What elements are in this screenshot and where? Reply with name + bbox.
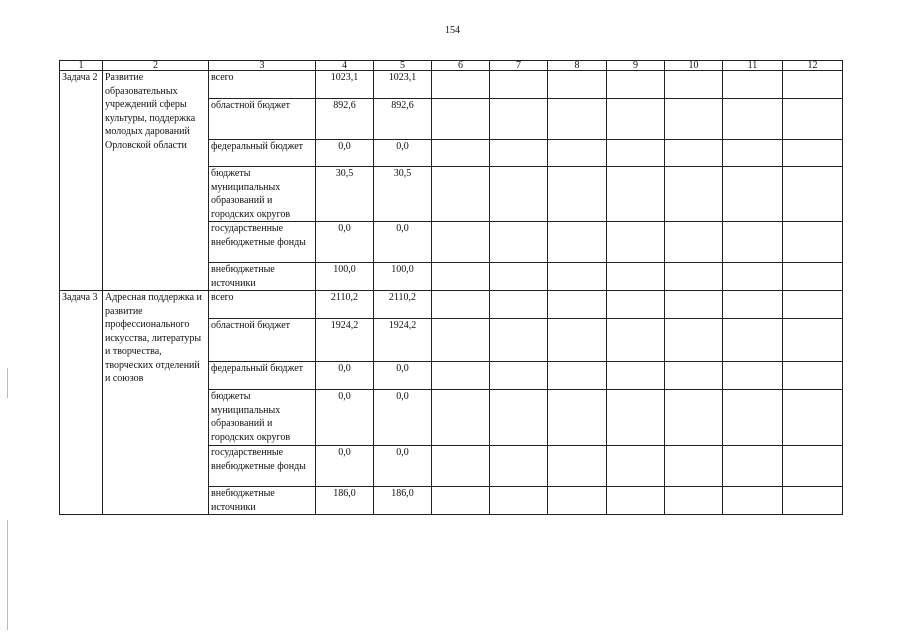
funding-source: областной бюджет	[209, 319, 316, 362]
funding-source: государственные внебюджетные фонды	[209, 446, 316, 487]
empty-cell	[607, 167, 665, 222]
empty-cell	[607, 291, 665, 319]
value-cell: 0,0	[316, 390, 374, 446]
funding-source: бюджеты муниципальных образований и городских округов	[209, 167, 316, 222]
empty-cell	[783, 263, 843, 291]
column-header: 10	[665, 61, 723, 71]
empty-cell	[723, 71, 783, 99]
funding-source: областной бюджет	[209, 99, 316, 140]
value-cell: 30,5	[374, 167, 432, 222]
column-header: 3	[209, 61, 316, 71]
value-cell: 0,0	[374, 446, 432, 487]
empty-cell	[723, 99, 783, 140]
empty-cell	[665, 390, 723, 446]
empty-cell	[432, 71, 490, 99]
empty-cell	[665, 319, 723, 362]
value-cell: 0,0	[316, 362, 374, 390]
value-cell: 30,5	[316, 167, 374, 222]
value-cell: 186,0	[316, 487, 374, 515]
empty-cell	[548, 446, 607, 487]
empty-cell	[665, 362, 723, 390]
table-row	[60, 71, 843, 99]
empty-cell	[548, 167, 607, 222]
empty-cell	[490, 362, 548, 390]
empty-cell	[548, 71, 607, 99]
funding-source: государственные внебюджетные фонды	[209, 222, 316, 263]
empty-cell	[723, 222, 783, 263]
empty-cell	[548, 362, 607, 390]
empty-cell	[607, 446, 665, 487]
empty-cell	[548, 390, 607, 446]
empty-cell	[490, 487, 548, 515]
scan-edge-mark	[7, 520, 8, 630]
value-cell: 0,0	[374, 362, 432, 390]
empty-cell	[432, 167, 490, 222]
empty-cell	[607, 99, 665, 140]
empty-cell	[607, 319, 665, 362]
column-header: 12	[783, 61, 843, 71]
funding-source: бюджеты муниципальных образований и городских округов	[209, 390, 316, 446]
empty-cell	[783, 222, 843, 263]
empty-cell	[783, 71, 843, 99]
funding-source: всего	[209, 291, 316, 319]
empty-cell	[432, 263, 490, 291]
empty-cell	[548, 291, 607, 319]
empty-cell	[665, 291, 723, 319]
value-cell: 2110,2	[316, 291, 374, 319]
empty-cell	[783, 291, 843, 319]
empty-cell	[783, 446, 843, 487]
empty-cell	[490, 390, 548, 446]
value-cell: 0,0	[316, 446, 374, 487]
column-header: 11	[723, 61, 783, 71]
column-header: 9	[607, 61, 665, 71]
empty-cell	[490, 71, 548, 99]
empty-cell	[548, 487, 607, 515]
empty-cell	[665, 263, 723, 291]
empty-cell	[607, 362, 665, 390]
empty-cell	[723, 263, 783, 291]
column-header: 7	[490, 61, 548, 71]
empty-cell	[723, 390, 783, 446]
empty-cell	[665, 99, 723, 140]
value-cell: 1924,2	[316, 319, 374, 362]
task-name: Адресная поддержка и развитие профессионального искусства, литературы и творчества, творческих отделений и союзов	[103, 291, 209, 515]
empty-cell	[783, 140, 843, 167]
empty-cell	[723, 362, 783, 390]
empty-cell	[607, 222, 665, 263]
empty-cell	[783, 319, 843, 362]
empty-cell	[548, 319, 607, 362]
empty-cell	[783, 487, 843, 515]
funding-source: внебюджетные источники	[209, 487, 316, 515]
column-header: 8	[548, 61, 607, 71]
empty-cell	[607, 71, 665, 99]
value-cell: 1023,1	[374, 71, 432, 99]
empty-cell	[723, 140, 783, 167]
empty-cell	[723, 487, 783, 515]
empty-cell	[490, 167, 548, 222]
funding-source: внебюджетные источники	[209, 263, 316, 291]
empty-cell	[665, 487, 723, 515]
empty-cell	[723, 319, 783, 362]
empty-cell	[490, 319, 548, 362]
empty-cell	[432, 487, 490, 515]
empty-cell	[432, 140, 490, 167]
column-header: 5	[374, 61, 432, 71]
value-cell: 892,6	[316, 99, 374, 140]
empty-cell	[432, 99, 490, 140]
empty-cell	[723, 167, 783, 222]
column-header: 2	[103, 61, 209, 71]
column-header: 4	[316, 61, 374, 71]
empty-cell	[607, 140, 665, 167]
table-row	[60, 291, 843, 319]
value-cell: 1023,1	[316, 71, 374, 99]
empty-cell	[665, 222, 723, 263]
value-cell: 0,0	[374, 140, 432, 167]
empty-cell	[607, 487, 665, 515]
empty-cell	[783, 99, 843, 140]
task-id: Задача 2	[60, 71, 103, 291]
value-cell: 2110,2	[374, 291, 432, 319]
value-cell: 892,6	[374, 99, 432, 140]
empty-cell	[432, 390, 490, 446]
empty-cell	[490, 140, 548, 167]
funding-source: всего	[209, 71, 316, 99]
empty-cell	[490, 291, 548, 319]
empty-cell	[723, 446, 783, 487]
empty-cell	[548, 222, 607, 263]
page-number: 154	[445, 25, 460, 36]
empty-cell	[548, 99, 607, 140]
value-cell: 0,0	[374, 390, 432, 446]
value-cell: 1924,2	[374, 319, 432, 362]
value-cell: 0,0	[374, 222, 432, 263]
funding-source: федеральный бюджет	[209, 140, 316, 167]
column-header: 1	[60, 61, 103, 71]
empty-cell	[665, 167, 723, 222]
value-cell: 0,0	[316, 222, 374, 263]
value-cell: 100,0	[374, 263, 432, 291]
empty-cell	[432, 291, 490, 319]
column-header: 6	[432, 61, 490, 71]
value-cell: 186,0	[374, 487, 432, 515]
empty-cell	[490, 99, 548, 140]
empty-cell	[548, 263, 607, 291]
empty-cell	[432, 362, 490, 390]
task-name: Развитие образовательных учреждений сферы культуры, поддержка молодых дарований Орловской области	[103, 71, 209, 291]
empty-cell	[665, 140, 723, 167]
empty-cell	[432, 446, 490, 487]
column-number-row	[60, 61, 843, 71]
value-cell: 0,0	[316, 140, 374, 167]
empty-cell	[723, 291, 783, 319]
empty-cell	[490, 446, 548, 487]
empty-cell	[490, 263, 548, 291]
empty-cell	[432, 222, 490, 263]
funding-source: федеральный бюджет	[209, 362, 316, 390]
empty-cell	[783, 362, 843, 390]
empty-cell	[490, 222, 548, 263]
budget-table	[59, 60, 843, 515]
empty-cell	[783, 390, 843, 446]
empty-cell	[607, 390, 665, 446]
empty-cell	[432, 319, 490, 362]
empty-cell	[783, 167, 843, 222]
task-id: Задача 3	[60, 291, 103, 515]
scan-edge-mark	[7, 368, 8, 398]
empty-cell	[665, 446, 723, 487]
value-cell: 100,0	[316, 263, 374, 291]
empty-cell	[548, 140, 607, 167]
empty-cell	[607, 263, 665, 291]
empty-cell	[665, 71, 723, 99]
